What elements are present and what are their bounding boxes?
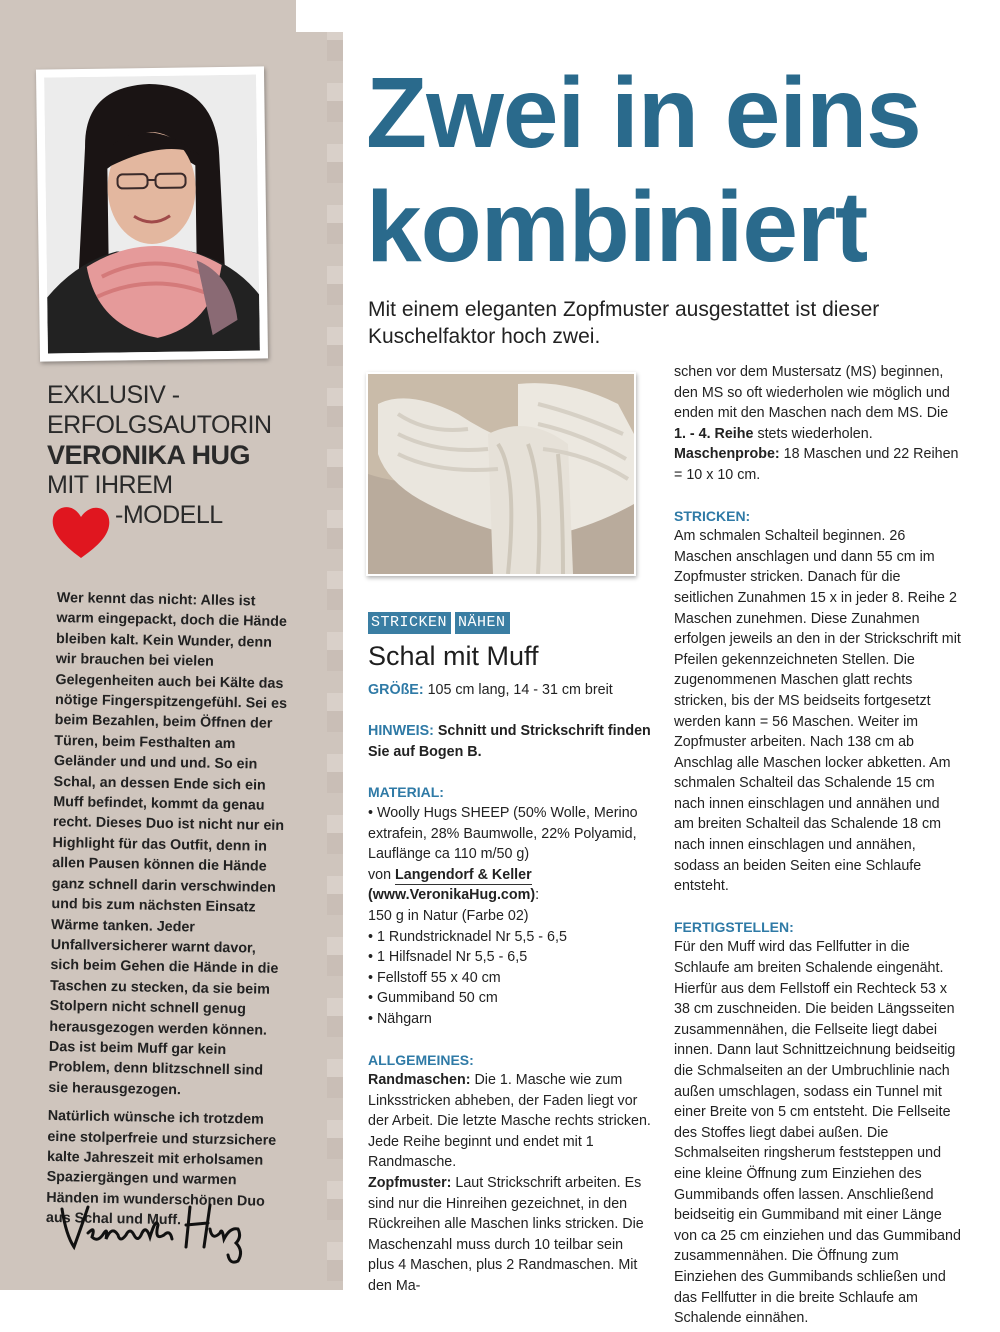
author-name: VERONIKA HUG [47, 440, 251, 470]
knit-heading: STRICKEN: [674, 507, 751, 524]
author-photo [36, 66, 268, 361]
note-value: Schnitt und Strickschrift finden Sie auf Bogen B. [368, 723, 651, 760]
headline-line-1: Zwei in eins [366, 57, 921, 169]
list-item: • Gummiband 50 cm [368, 988, 653, 1009]
list-item: • 1 Rundstricknadel Nr 5,5 - 6,5 [368, 927, 653, 948]
material-list [368, 927, 653, 1030]
size-label: GRÖßE: [368, 681, 424, 698]
sidebar-edge-bottom [0, 1290, 345, 1332]
project-title: Schal mit Muff [368, 640, 539, 671]
material-url-line [368, 885, 653, 906]
finish-instructions: Für den Muff wird das Fellfutter in die Schlaufe am breiten Schalende eingenäht. Hierfür aus dem Fellstoff ein Rechteck 53 x 38 cm zuschneiden. Die beiden Längsseiten zusammennähen, die Fellseite liegt dabei innen. Dann laut Schnittzeichnung beidseitig die Schmalseiten an der Umbruchlinie nach außen umschlagen, sodass ein Tunnel mit einer Breite von 5 cm entsteht. Die Fellseite des Stoffes liegt dabei außen. Die Schmalseiten ringsherum feststeppen und eine kleine Öffnung zum Einziehen des Gummibands offen lassen. Anschließend beidseitig ein Gummiband mit einer Länge von ca 25 cm einziehen und das Gummiband zusammennähen. Die Öffnung zum Einziehen des Gummibands schließen und das Fellfutter in die breite Schlaufe am Schalende einnähen. [674, 939, 961, 1327]
signature [58, 1195, 278, 1265]
instructions-column-2 [674, 362, 962, 1329]
intro-paragraph-1: Wer kennt das nicht: Alles ist warm eingepackt, doch die Hände bleiben kalt. Kein Wunder, denn wir brauchen bei vielen Gelegenheiten auch bei Kälte das nötige Fingerspitzengefühl. Sei es beim Bezahlen, beim Öffnen der Türen, beim Festhalten am Geländer und und und. So ein Schal, an dessen Ende sich ein Muff befindet, kommt da genau recht. Dieses Duo ist nicht nur ein Highlight für das Outfit, denn in allen Pausen können die Hände ganz schnell darin verschwinden und bis zum nächsten Einsatz Wärme tanken. Jeder Unfallversicherer warnt davor, sich beim Gehen die Hände in die Taschen zu stecken, da sie beim Stolpern nicht schnell genug herausgezogen werden können. Das ist beim Muff gar kein Problem, denn blitzschnell sind sie herausgezogen. [48, 589, 288, 1098]
edge-stitches [368, 1070, 653, 1173]
material-von: von [368, 866, 396, 883]
material-supplier [368, 865, 653, 886]
knit-instructions: Am schmalen Schalteil beginnen. 26 Maschen anschlagen und dann 55 cm im Zopfmuster stricken. Danach für die seitlichen Zunahmen 15 x in jeder 8. Reihe 2 Maschen zunehmen. Diese Zunahmen erfolgen jeweils an den in der Strickschrift mit Pfeilen gekennzeichneten Stellen. Die zugenommenen Maschen glatt rechts stricken, bis der MS beidseits fortgesetzt werden kann = 56 Maschen. Weiter im Zopfmuster arbeiten. Nach 138 cm ab Anschlag alle Maschen locker abketten. Am schmalen Schalteil das Schalende 15 cm nach innen einschlagen und annähen und am breiten Schalteil das Schalende 18 cm nach innen einschlagen und annähen, sodass an beiden Seiten eine Schlaufe entsteht. [674, 528, 961, 895]
instructions-column-1 [368, 612, 653, 1297]
finish-heading: FERTIGSTELLEN: [674, 918, 794, 935]
material-yarn: • Woolly Hugs SHEEP (50% Wolle, Merino extrafein, 28% Baumwolle, 22% Polyamid, Lauflänge ca 110 m/50 g) [368, 804, 638, 863]
heart-icon [49, 502, 113, 562]
headline-line-2: kombiniert [366, 171, 868, 283]
note-info [368, 721, 653, 762]
cable-pattern-text: Laut Strickschrift arbeiten. Es sind nur die Hinreihen gezeichnet, in den Rückreihen alle Maschen links stricken. Die Maschenzahl muss durch 10 teilbar sein plus 4 Maschen, plus 2 Randmaschen. Mit den Ma- [368, 1175, 644, 1295]
material-amount: 150 g in Natur (Farbe 02) [368, 907, 529, 924]
pattern-continued-text: schen vor dem Mustersatz (MS) beginnen, den MS so oft wiederholen wie möglich und enden mit den Maschen nach dem MS. Die [674, 364, 950, 422]
author-line-1: EXKLUSIV - [47, 381, 180, 409]
size-info [368, 680, 653, 701]
pattern-continued [674, 362, 962, 444]
gauge [674, 444, 962, 485]
sidebar-edge [296, 0, 356, 32]
product-photo [366, 372, 636, 576]
tag-stricken[interactable]: STRICKEN [368, 612, 451, 634]
cable-pattern-label: Zopfmuster: [368, 1175, 452, 1192]
intro-paragraph-2: Natürlich wünsche ich trotzdem eine stolperfreie und sturzsichere kalte Jahreszeit mit erholsamen Spaziergängen und warmen Händen im wunderschönen Duo aus Schal und Muff. [45, 1108, 277, 1229]
material-url-colon: : [535, 887, 540, 904]
pattern-rows: 1. - 4. Reihe [674, 425, 754, 442]
cable-pattern [368, 1173, 653, 1297]
author-line-3: MIT IHREM [47, 471, 173, 499]
size-value: 105 cm lang, 14 - 31 cm breit [423, 681, 613, 698]
note-label: HINWEIS: [368, 723, 434, 740]
headline-subline: Mit einem eleganten Zopfmuster ausgestattet ist dieser Kuschelfaktor hoch zwei. [368, 298, 880, 348]
pattern-rows-end: stets wiederholen. [753, 425, 873, 442]
edge-stitches-text: Die 1. Masche wie zum Linksstricken abheben, der Faden liegt vor der Arbeit. Die letzte Masche rechts stricken. Jede Reihe beginnt und endet mit 1 Randmasche. [368, 1072, 651, 1171]
list-item: • 1 Hilfsnadel Nr 5,5 - 6,5 [368, 947, 653, 968]
material-brand: Langendorf & Keller [395, 866, 532, 883]
material-url[interactable]: (www.VeronikaHug.com) [368, 887, 536, 904]
heart-model-label: -MODELL [115, 501, 223, 529]
page-headline [366, 56, 986, 284]
edge-stitches-label: Randmaschen: [368, 1072, 471, 1089]
heart-model-row [47, 500, 317, 556]
category-tags [368, 612, 653, 634]
material-heading: MATERIAL: [368, 784, 444, 801]
tag-naehen[interactable]: NÄHEN [455, 612, 510, 634]
author-heading [47, 380, 317, 556]
list-item: • Nähgarn [368, 1009, 653, 1030]
gauge-label: Maschenprobe: [674, 446, 780, 463]
list-item: • Fellstoff 55 x 40 cm [368, 968, 653, 989]
author-line-2: ERFOLGSAUTORIN [47, 411, 272, 439]
gauge-text: 18 Maschen und 22 Reihen = 10 x 10 cm. [674, 446, 959, 483]
intro-text [46, 588, 293, 1241]
general-heading: ALLGEMEINES: [368, 1051, 474, 1068]
